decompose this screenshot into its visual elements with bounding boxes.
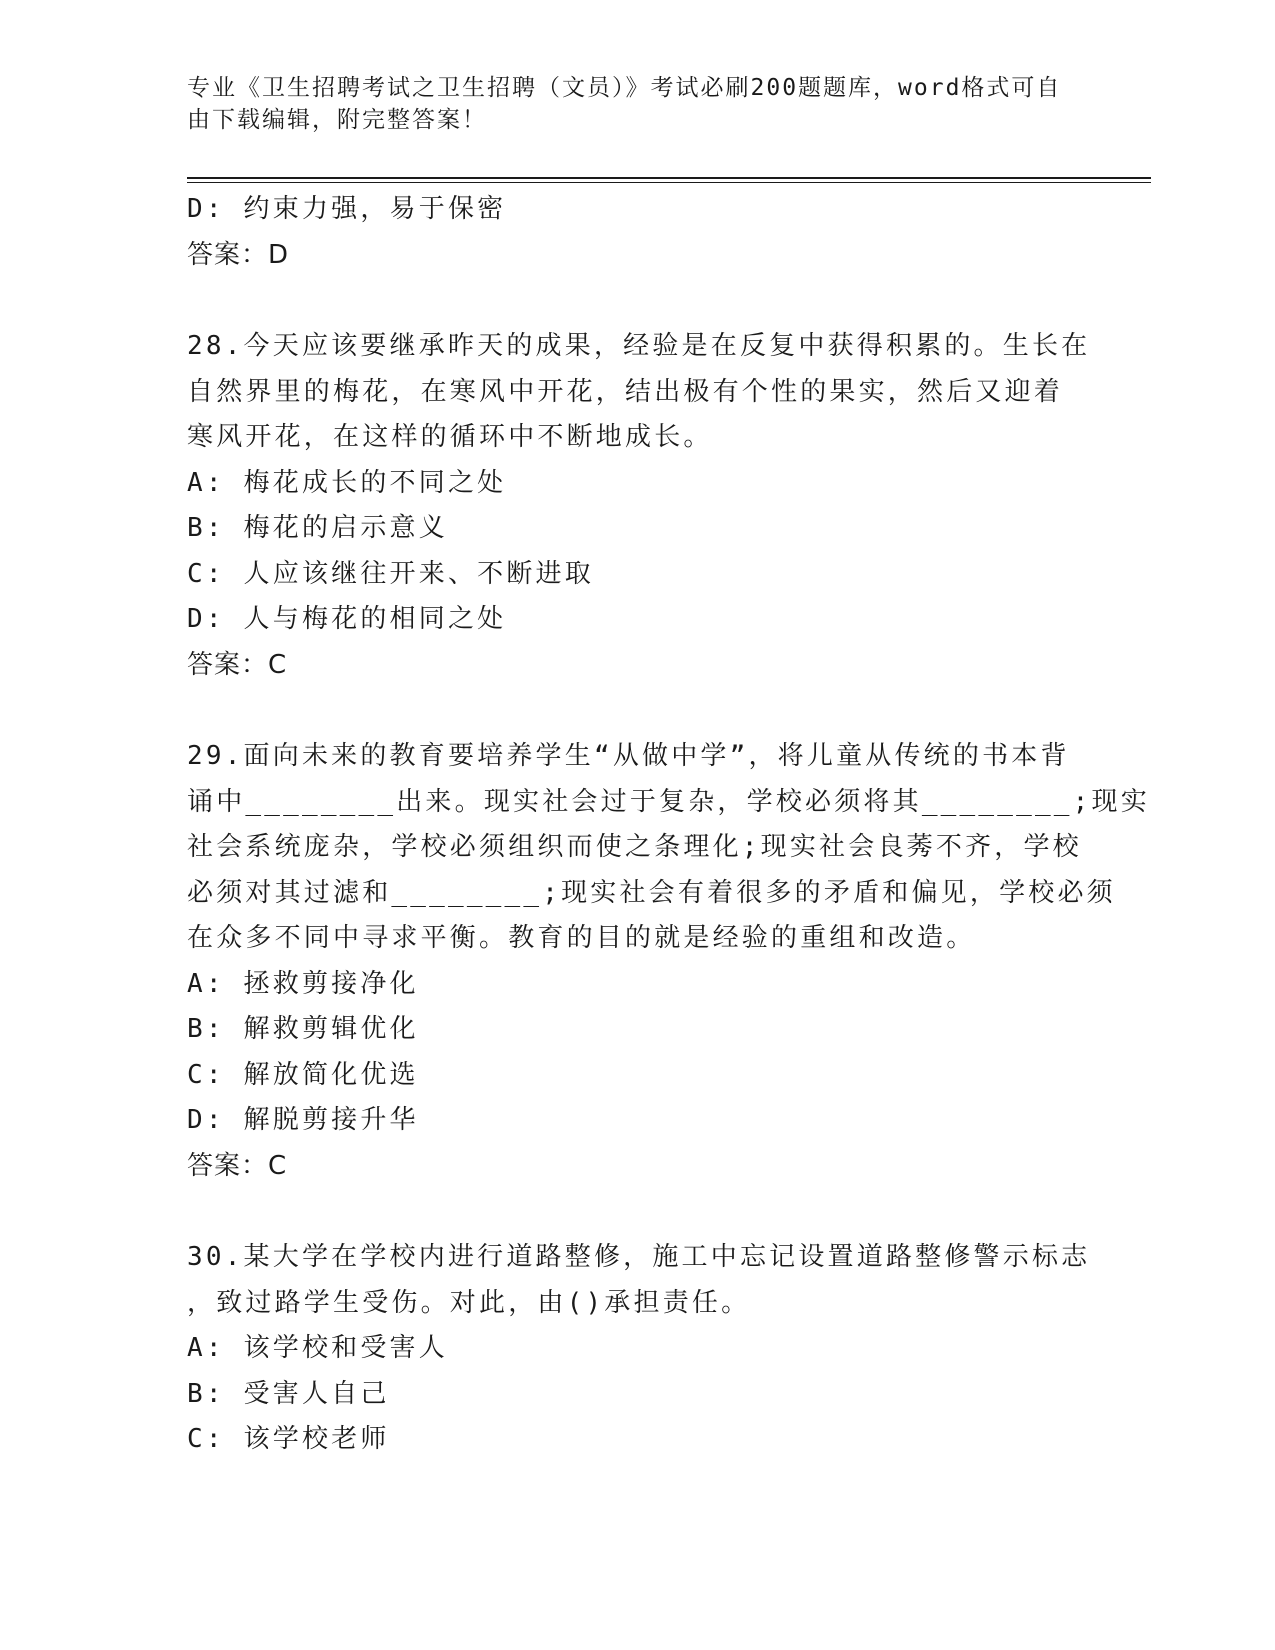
- answer-line: 答案：D: [187, 239, 290, 270]
- previous-question-tail: [187, 187, 1087, 278]
- answer-line: 答案：C: [187, 1150, 288, 1181]
- header-divider-thin: [187, 182, 1151, 183]
- question-stem-line: ，致过路学生受伤。对此，由()承担责任。: [187, 1287, 751, 1318]
- option-c: C: 解放简化优选: [187, 1059, 419, 1090]
- option-c: C: 人应该继往开来、不断进取: [187, 558, 594, 589]
- header-line-2: 由下载编辑，附完整答案！: [187, 107, 487, 133]
- answer-line: 答案：C: [187, 649, 288, 680]
- question-29: [187, 734, 1150, 1189]
- option-d: D: 解脱剪接升华: [187, 1105, 419, 1135]
- spacer: [187, 1189, 1087, 1235]
- option-a: A: 梅花成长的不同之处: [187, 467, 507, 498]
- spacer: [187, 278, 1087, 324]
- option-c: C: 该学校老师: [187, 1424, 390, 1454]
- question-stem-line: 寒风开花，在这样的循环中不断地成长。: [187, 422, 713, 452]
- option-b: B: 梅花的启示意义: [187, 513, 448, 543]
- header-line-1: 专业《卫生招聘考试之卫生招聘（文员）》考试必刷200题题库，word格式可自: [187, 75, 1062, 101]
- question-stem-line: 必须对其过滤和________;现实社会有着很多的矛盾和偏见，学校必须: [187, 877, 1116, 908]
- question-stem-line: 在众多不同中寻求平衡。教育的目的就是经验的重组和改造。: [187, 923, 976, 953]
- option-d: D: 约束力强，易于保密: [187, 194, 507, 224]
- question-stem-line: 诵中________出来。现实社会过于复杂，学校必须将其________;现实: [187, 786, 1150, 817]
- question-stem-line: 自然界里的梅花，在寒风中开花，结出极有个性的果实，然后又迎着: [187, 376, 1064, 407]
- spacer: [187, 688, 1087, 734]
- question-stem-line: 29.面向未来的教育要培养学生“从做中学”，将儿童从传统的书本背: [187, 741, 1070, 771]
- question-30: [187, 1235, 1091, 1463]
- option-b: B: 解救剪辑优化: [187, 1014, 419, 1044]
- option-b: B: 受害人自己: [187, 1378, 390, 1409]
- option-a: A: 该学校和受害人: [187, 1333, 448, 1363]
- question-28: [187, 324, 1091, 688]
- question-list: [187, 187, 1150, 1463]
- question-stem-line: 社会系统庞杂，学校必须组织而使之条理化;现实社会良莠不齐，学校: [187, 832, 1082, 862]
- question-stem-line: 30.某大学在学校内进行道路整修，施工中忘记设置道路整修警示标志: [187, 1242, 1091, 1272]
- document-header: [187, 72, 1087, 136]
- option-d: D: 人与梅花的相同之处: [187, 604, 507, 634]
- question-stem-line: 28.今天应该要继承昨天的成果，经验是在反复中获得积累的。生长在: [187, 331, 1091, 361]
- option-a: A: 拯救剪接净化: [187, 968, 419, 999]
- header-divider-thick: [187, 177, 1151, 179]
